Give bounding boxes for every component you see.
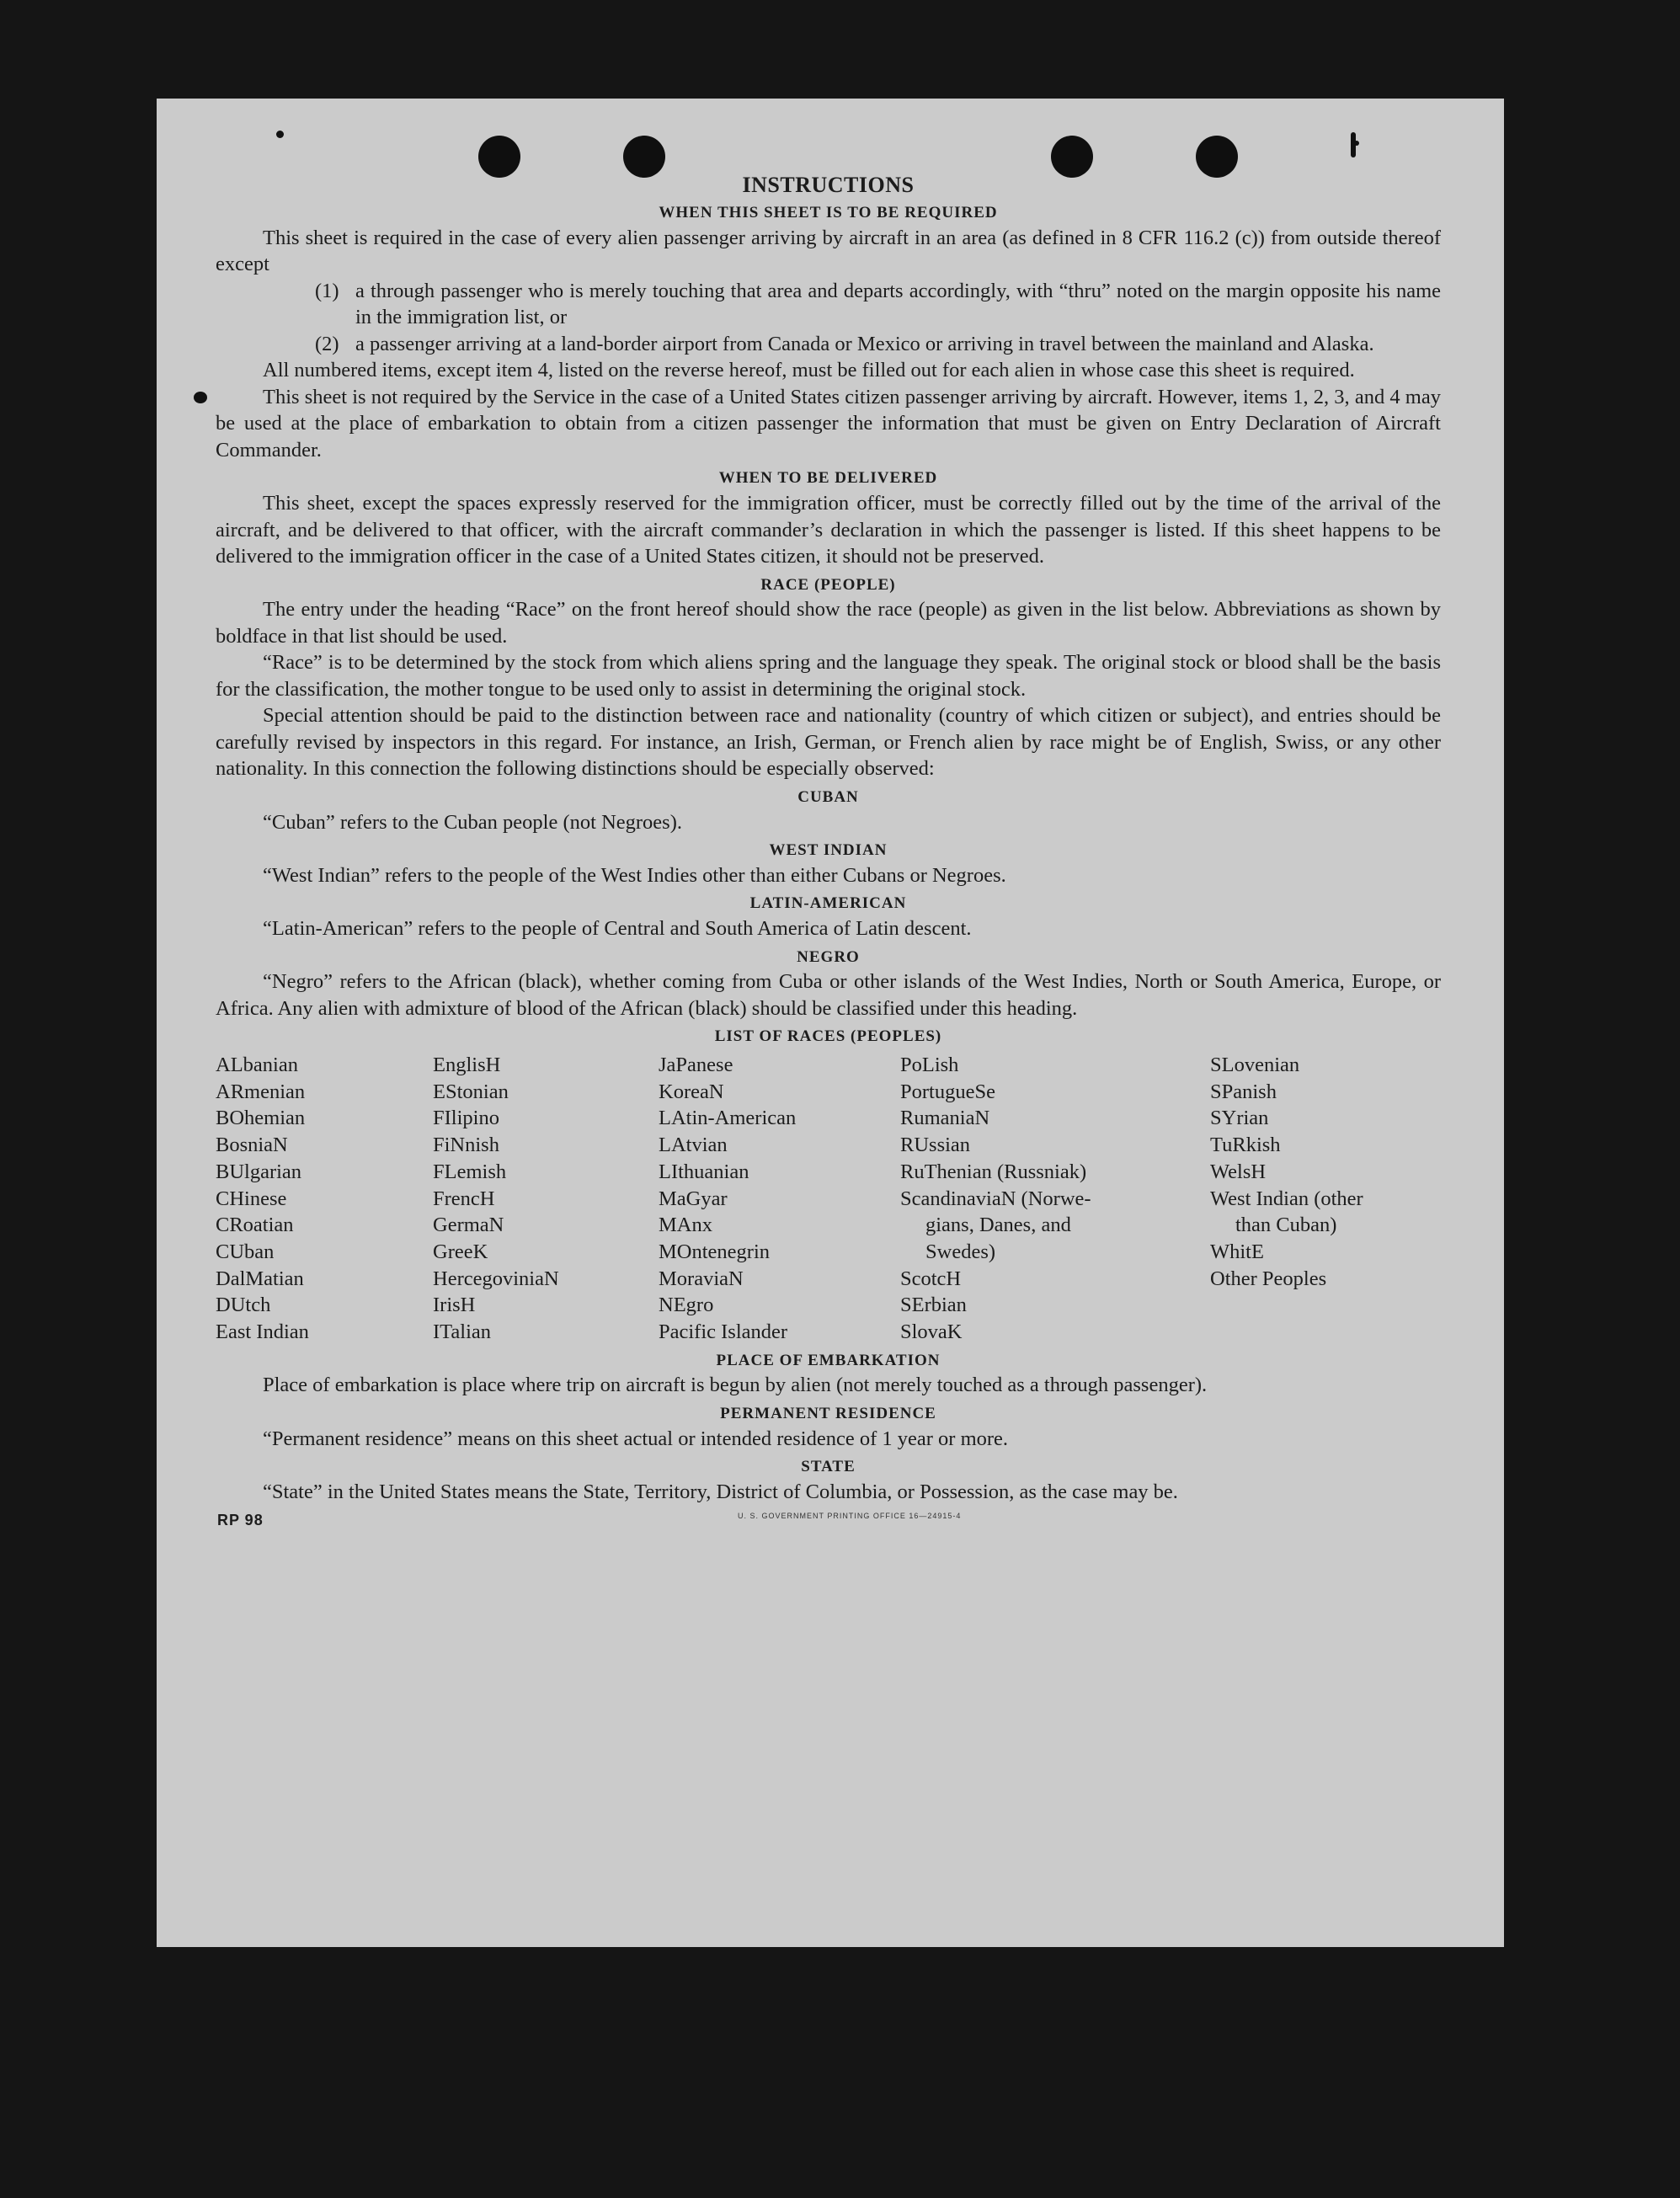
race-entry: MoraviaN [659, 1267, 744, 1290]
race-entry: BUlgarian [216, 1160, 302, 1183]
negro-text: “Negro” refers to the African (black), whether coming from Cuba or other islands of the West Indies, North or South America, Europe, or Africa. Any alien with admixture of blood of the African (black) should be classified under this heading. [216, 970, 1441, 1020]
race-entry: LAtvian [659, 1134, 728, 1157]
exception-item [216, 331, 1441, 358]
race-entry: ScandinaviaN (Norwe- [900, 1187, 1091, 1210]
state-text: “State” in the United States means the State, Territory, District of Columbia, or Possession, as the case may be. [263, 1480, 1178, 1503]
race-entry: RuThenian (Russniak) [900, 1160, 1087, 1183]
race-entry: BosniaN [216, 1134, 288, 1157]
race-entry: ITalian [433, 1320, 492, 1344]
race-para-1: The entry under the heading “Race” on the front hereof should show the race (people) as given in the list below. Abbreviations as shown by boldface in that list should be used. [216, 598, 1441, 648]
embarkation-text: Place of embarkation is place where trip on aircraft is begun by alien (not merely touched as a through passenger). [263, 1374, 1208, 1397]
section-heading-west-indian: WEST INDIAN [769, 841, 888, 859]
punch-hole [623, 136, 665, 178]
race-entry-continued: than Cuban) [1235, 1214, 1337, 1237]
section-heading-race: RACE (PEOPLE) [760, 575, 896, 594]
required-para-2: All numbered items, except item 4, listed on the reverse hereof, must be filled out for each alien in whose case this sheet is required. [263, 359, 1355, 382]
exception-item [216, 278, 1441, 331]
race-entry: West Indian (other [1210, 1187, 1363, 1210]
race-entry: WhitE [1210, 1240, 1264, 1263]
race-entry: CRoatian [216, 1214, 294, 1237]
race-entry-continued: gians, Danes, and [925, 1214, 1071, 1237]
required-para-3: This sheet is not required by the Service in the case of a United States citizen passenger arriving by aircraft. However, items 1, 2, 3, and 4 may be used at the place of embarkation to obtain from a citizen passenger the information that must be given on Entry Declaration of Aircraft Commander. [216, 385, 1441, 461]
document-sheet [157, 99, 1504, 1947]
race-entry-continued: Swedes) [925, 1240, 996, 1263]
exception-text: a passenger arriving at a land-border airport from Canada or Mexico or arriving in travel between the mainland and Alaska. [355, 332, 1374, 355]
printer-imprint: U. S. GOVERNMENT PRINTING OFFICE 16—24915-4 [738, 1512, 962, 1521]
race-entry: DUtch [216, 1294, 271, 1317]
latin-american-text: “Latin-American” refers to the people of Central and South America of Latin descent. [263, 917, 972, 940]
race-para-3: Special attention should be paid to the distinction between race and nationality (country of which citizen or subject), and entries should be carefully revised by inspectors in this regard. For instance, an Irish, German, or French alien by race might be of English, Swiss, or any other nationality. In this connection the following distinctions should be especially observed: [216, 704, 1441, 781]
required-intro: This sheet is required in the case of every alien passenger arriving by aircraft in an area (as defined in 8 CFR 116.2 (c)) from outside thereof except [216, 226, 1441, 276]
race-entry: SlovaK [900, 1320, 963, 1344]
race-entry: PoLish [900, 1054, 959, 1076]
races-column [1210, 1052, 1429, 1346]
west-indian-text: “West Indian” refers to the people of the West Indies other than either Cubans or Negroes. [263, 863, 1006, 887]
speck [1354, 141, 1359, 146]
exception-text: a through passenger who is merely touching that area and departs accordingly, with “thru” noted on the margin opposite his name in the immigration list, or [355, 279, 1441, 329]
race-entry: SYrian [1210, 1107, 1269, 1130]
race-entry: DalMatian [216, 1267, 304, 1290]
speck [194, 392, 207, 403]
cuban-text: “Cuban” refers to the Cuban people (not Negroes). [263, 810, 682, 834]
punch-hole [1051, 136, 1093, 178]
race-entry: JaPanese [659, 1054, 733, 1076]
race-entry: FIlipino [433, 1107, 499, 1130]
punch-hole [478, 136, 520, 178]
race-entry: ARmenian [216, 1080, 306, 1103]
race-entry: CHinese [216, 1187, 287, 1210]
race-entry: Other Peoples [1210, 1267, 1327, 1290]
race-entry: NEgro [659, 1294, 714, 1317]
race-entry: IrisH [433, 1294, 476, 1317]
race-entry: ScotcH [900, 1267, 962, 1290]
race-entry: MAnx [659, 1214, 712, 1237]
form-number: RP 98 [217, 1512, 264, 1529]
section-heading-races-list: LIST OF RACES (PEOPLES) [714, 1027, 942, 1046]
race-entry: TuRkish [1210, 1134, 1281, 1157]
race-entry: FLemish [433, 1160, 507, 1183]
race-entry: LIthuanian [659, 1160, 749, 1183]
section-heading-cuban: CUBAN [797, 787, 859, 806]
section-heading-required: WHEN THIS SHEET IS TO BE REQUIRED [659, 204, 998, 221]
race-entry: East Indian [216, 1320, 309, 1344]
race-entry: HercegoviniaN [433, 1267, 559, 1290]
section-heading-embarkation: PLACE OF EMBARKATION [716, 1351, 941, 1369]
punch-hole [1196, 136, 1238, 178]
race-entry: FrencH [433, 1187, 495, 1210]
exception-number: (2) [315, 332, 339, 355]
race-entry: SPanish [1210, 1080, 1277, 1103]
race-entry: EnglisH [433, 1054, 501, 1076]
race-entry: FiNnish [433, 1134, 499, 1157]
residence-text: “Permanent residence” means on this sheet actual or intended residence of 1 year or more. [263, 1427, 1009, 1450]
race-entry: WelsH [1210, 1160, 1267, 1183]
race-entry: SLovenian [1210, 1054, 1300, 1076]
races-column [216, 1052, 433, 1346]
section-heading-negro: NEGRO [797, 947, 860, 966]
race-entry: GreeK [433, 1240, 488, 1263]
races-column [900, 1052, 1210, 1346]
races-column [433, 1052, 659, 1346]
races-list [216, 1052, 1441, 1346]
race-entry: RumaniaN [900, 1107, 990, 1130]
race-entry: MaGyar [659, 1187, 728, 1210]
exception-number: (1) [315, 279, 339, 302]
page-footer [216, 1512, 1441, 1542]
race-entry: KoreaN [659, 1080, 724, 1103]
document-title: INSTRUCTIONS [742, 173, 915, 197]
section-heading-residence: PERMANENT RESIDENCE [720, 1404, 936, 1422]
race-entry: PortugueSe [900, 1080, 995, 1103]
race-entry: EStonian [433, 1080, 509, 1103]
section-heading-delivered: WHEN TO BE DELIVERED [718, 469, 938, 488]
race-entry: SErbian [900, 1294, 967, 1317]
section-heading-latin-american: LATIN-AMERICAN [749, 894, 907, 913]
race-entry: Pacific Islander [659, 1320, 788, 1344]
speck [276, 131, 284, 138]
race-entry: BOhemian [216, 1107, 306, 1130]
race-entry: LAtin-American [659, 1107, 797, 1130]
race-entry: MOntenegrin [659, 1240, 770, 1263]
race-entry: RUssian [900, 1134, 971, 1157]
section-heading-state: STATE [801, 1458, 856, 1476]
races-column [659, 1052, 900, 1346]
race-para-2: “Race” is to be determined by the stock from which aliens spring and the language they speak. The original stock or blood shall be the basis for the classification, the mother tongue to be used only to assist in determining the original stock. [216, 651, 1441, 701]
race-entry: GermaN [433, 1214, 504, 1237]
race-entry: ALbanian [216, 1054, 298, 1076]
delivered-text: This sheet, except the spaces expressly reserved for the immigration officer, must be correctly filled out by the time of the arrival of the aircraft, and be delivered to that officer, with the aircraft commander’s declaration in which the passenger is listed. If this sheet happens to be delivered to the immigration officer in the case of a United States citizen, it should not be preserved. [216, 492, 1441, 568]
race-entry: CUban [216, 1240, 275, 1263]
